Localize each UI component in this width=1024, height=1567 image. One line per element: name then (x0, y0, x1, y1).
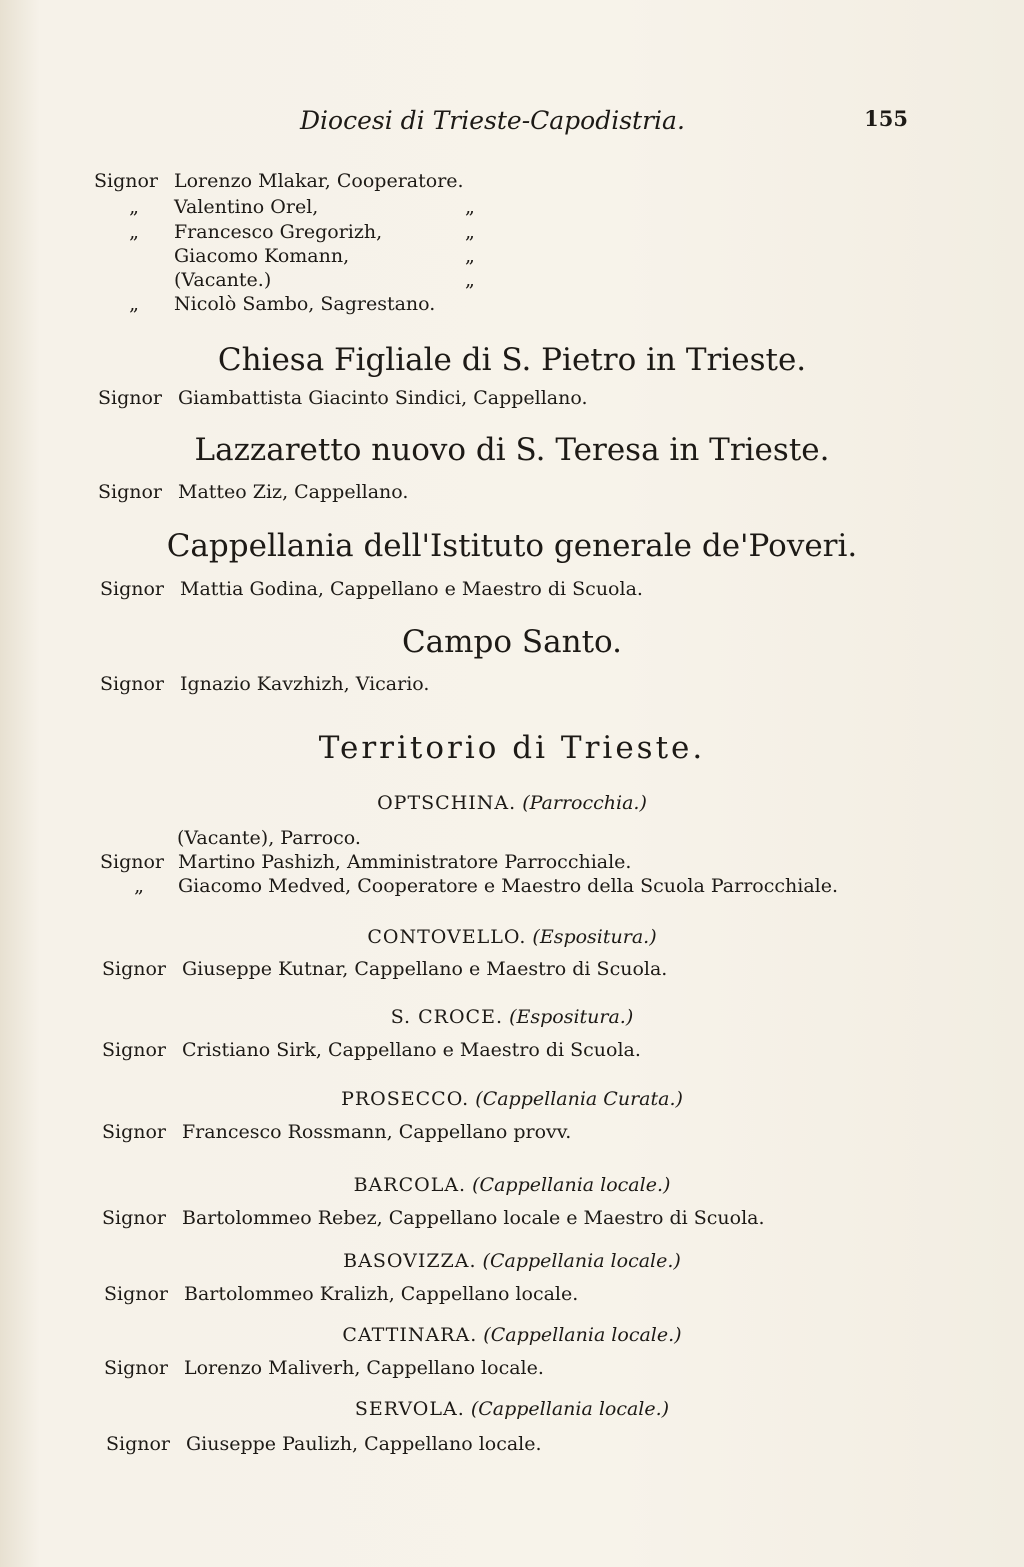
person-entry: Giuseppe Kutnar, Cappellano e Maestro di Scuola. (182, 958, 668, 980)
person-entry: Matteo Ziz, Cappellano. (178, 481, 409, 503)
parish-name: SERVOLA. (354, 1398, 465, 1420)
subsection-heading (0, 1248, 1024, 1274)
section-heading: Campo Santo. (401, 624, 623, 660)
person-entry: Martino Pashizh, Amministratore Parrocchiale. (178, 851, 632, 873)
parish-name: PROSECCO. (341, 1088, 470, 1110)
ditto-mark: „ (129, 221, 139, 243)
honorific: Signor (102, 958, 167, 980)
list-item (94, 220, 475, 244)
honorific: Signor (102, 1121, 167, 1143)
honorific: Signor (100, 851, 165, 873)
parish-name: CONTOVELLO. (367, 926, 527, 948)
honorific: Signor (104, 1357, 169, 1379)
person-entry: Bartolommeo Kralizh, Cappellano locale. (184, 1283, 579, 1305)
parish-type: (Cappellania locale.) (472, 1174, 671, 1196)
parish-type: (Cappellania locale.) (483, 1324, 682, 1346)
person-entry: Francesco Rossmann, Cappellano provv. (182, 1121, 572, 1143)
person-entry: Ignazio Kavzhizh, Vicario. (180, 673, 430, 695)
list-item (94, 268, 475, 292)
subsection-heading (0, 1396, 1024, 1422)
subsection-heading (0, 1322, 1024, 1348)
subsection-heading (0, 1086, 1024, 1112)
ditto-mark: „ (465, 221, 475, 243)
person-entry: Lorenzo Mlakar, Cooperatore. (174, 170, 464, 192)
honorific: Signor (102, 1207, 167, 1229)
honorific: Signor (102, 1039, 167, 1061)
list-item (104, 1356, 544, 1380)
subsection-heading (0, 1172, 1024, 1198)
list-item (102, 957, 667, 981)
subsection-heading (0, 790, 1024, 816)
honorific: Signor (98, 481, 163, 503)
parish-type: (Cappellania Curata.) (475, 1088, 683, 1110)
list-item (104, 1282, 578, 1306)
person-entry: Bartolommeo Rebez, Cappellano locale e Maestro di Scuola. (182, 1207, 765, 1229)
list-item (98, 480, 408, 504)
honorific: Signor (104, 1283, 169, 1305)
page-number: 155 (864, 106, 908, 131)
list-item (94, 169, 464, 193)
list-item (94, 244, 475, 268)
running-header (300, 106, 908, 140)
parish-type: (Cappellania locale.) (470, 1398, 670, 1420)
section-heading: Territorio di Trieste. (318, 730, 706, 766)
person-entry: Giuseppe Paulizh, Cappellano locale. (186, 1433, 542, 1455)
subsection-heading (0, 924, 1024, 950)
person-entry: (Vacante.) (174, 269, 272, 291)
list-item (98, 386, 588, 410)
parish-name: OPTSCHINA. (377, 792, 517, 814)
header-title: Diocesi di Trieste-Capodistria. (300, 106, 685, 135)
person-entry: Giacomo Komann, (174, 245, 350, 267)
section-heading: Chiesa Figliale di S. Pietro in Trieste. (217, 342, 807, 378)
list-item (177, 826, 361, 850)
person-entry: Giacomo Medved, Cooperatore e Maestro della Scuola Parrocchiale. (178, 875, 839, 897)
parish-name: BARCOLA. (353, 1174, 467, 1196)
honorific: Signor (100, 673, 165, 695)
person-entry: (Vacante), Parroco. (177, 827, 361, 849)
list-item (102, 1038, 641, 1062)
honorific: Signor (94, 170, 159, 192)
ditto-mark: „ (129, 196, 139, 218)
ditto-mark: „ (134, 875, 144, 897)
person-entry: Giambattista Giacinto Sindici, Cappellano. (178, 387, 588, 409)
person-entry: Mattia Godina, Cappellano e Maestro di Scuola. (180, 578, 643, 600)
parish-type: (Parrocchia.) (522, 792, 647, 814)
list-item (100, 850, 631, 874)
person-entry: Valentino Orel, (174, 196, 319, 218)
parish-name: CATTINARA. (342, 1324, 478, 1346)
honorific: Signor (106, 1433, 171, 1455)
ditto-mark: „ (465, 269, 475, 291)
ditto-mark: „ (129, 293, 139, 315)
list-item (94, 292, 435, 316)
list-item (100, 577, 643, 601)
ditto-mark: „ (465, 196, 475, 218)
parish-type: (Cappellania locale.) (482, 1250, 681, 1272)
list-item (100, 874, 838, 898)
parish-type: (Espositura.) (509, 1006, 634, 1028)
parish-name: BASOVIZZA. (343, 1250, 477, 1272)
parish-type: (Espositura.) (532, 926, 657, 948)
ditto-mark: „ (465, 245, 475, 267)
list-item (102, 1120, 571, 1144)
honorific: Signor (98, 387, 163, 409)
parish-name: S. CROCE. (390, 1006, 504, 1028)
person-entry: Francesco Gregorizh, (174, 221, 383, 243)
list-item (102, 1206, 765, 1230)
section-heading: Cappellania dell'Istituto generale de'Poveri. (166, 528, 858, 564)
subsection-heading (0, 1004, 1024, 1030)
honorific: Signor (100, 578, 165, 600)
section-heading: Lazzaretto nuovo di S. Teresa in Trieste. (194, 432, 830, 468)
list-item (106, 1432, 542, 1456)
person-entry: Lorenzo Maliverh, Cappellano locale. (184, 1357, 544, 1379)
person-entry: Cristiano Sirk, Cappellano e Maestro di Scuola. (182, 1039, 641, 1061)
list-item (94, 195, 475, 219)
person-entry: Nicolò Sambo, Sagrestano. (174, 293, 436, 315)
list-item (100, 672, 429, 696)
